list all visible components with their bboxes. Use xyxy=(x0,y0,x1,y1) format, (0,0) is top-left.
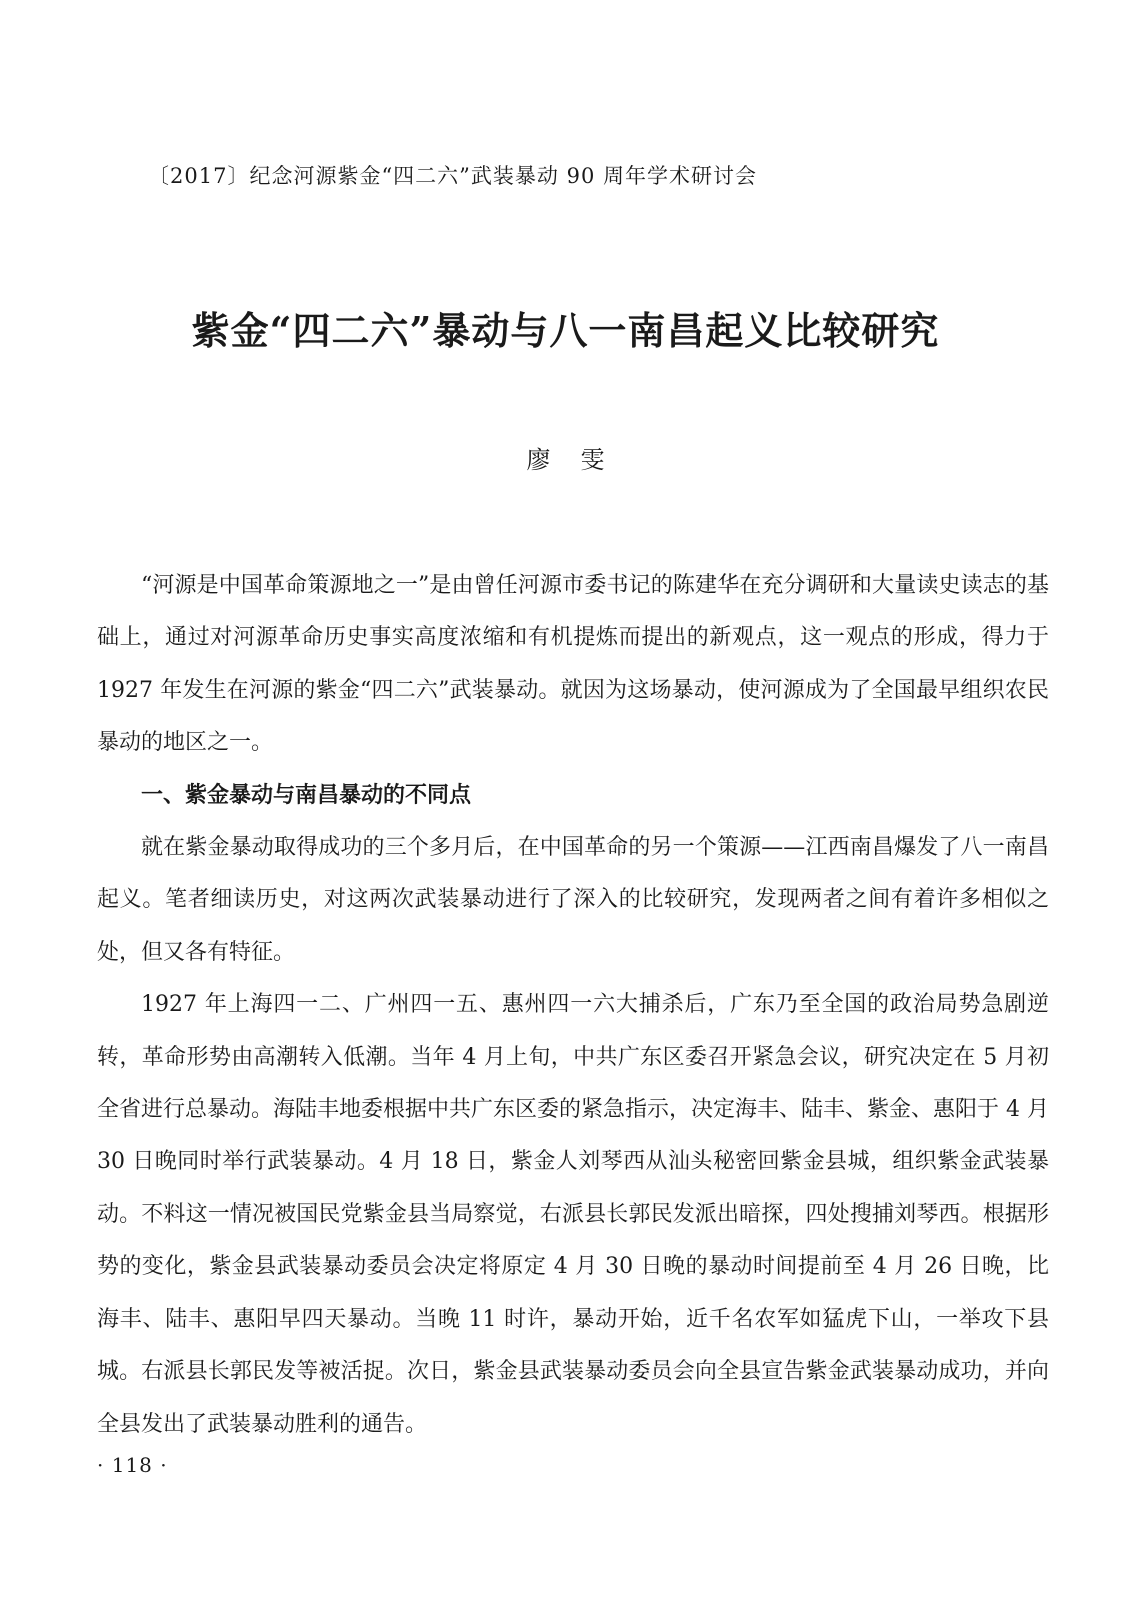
paragraph: 就在紫金暴动取得成功的三个多月后，在中国革命的另一个策源——江西南昌爆发了八一南昌起义。笔者细读历史，对这两次武装暴动进行了深入的比较研究，发现两者之间有着许多相似之处，但又各有特征。 xyxy=(97,835,1049,965)
article-title: 紫金“四二六”暴动与八一南昌起义比较研究 xyxy=(191,308,940,353)
author-name: 廖雯 xyxy=(526,446,635,474)
section-heading: 一、紫金暴动与南昌暴动的不同点 xyxy=(141,782,472,808)
page-number: · 118 · xyxy=(97,1453,168,1477)
conference-header: 〔2017〕纪念河源紫金“四二六”武装暴动 90 周年学术研讨会 xyxy=(148,164,757,188)
paragraph: 1927 年上海四一二、广州四一五、惠州四一六大捕杀后，广东乃至全国的政治局势急剧逆转，革命形势由高潮转入低潮。当年 4 月上旬，中共广东区委召开紧急会议，研究决定在 5 月初全省进行总暴动。海陆丰地委根据中共广东区委的紧急指示，决定海丰、陆丰、紫金、惠阳于 4 月 30 日晚同时举行武装暴动。4 月 18 日，紫金人刘琴西从汕头秘密回紫金县城，组织紫金武装暴动。不料这一情况被国民党紫金县当局察觉，右派县长郭民发派出暗探，四处搜捕刘琴西。根据形势的变化，紫金县武装暴动委员会决定将原定 4 月 30 日晚的暴动时间提前至 4 月 26 日晚，比海丰、陆丰、惠阳早四天暴动。当晚 11 时许，暴动开始，近千名农军如猛虎下山，一举攻下县城。右派县长郭民发等被活捉。次日，紫金县武装暴动委员会向全县宣告紫金武装暴动成功，并向全县发出了武装暴动胜利的通告。 xyxy=(97,992,1049,1437)
article-body xyxy=(97,560,1049,1451)
paragraph-intro: “河源是中国革命策源地之一”是由曾任河源市委书记的陈建华在充分调研和大量读史读志的基础上，通过对河源革命历史事实高度浓缩和有机提炼而提出的新观点，这一观点的形成，得力于 1927 年发生在河源的紫金“四二六”武装暴动。就因为这场暴动，使河源成为了全国最早组织农民暴动的地区之一。 xyxy=(97,573,1049,756)
